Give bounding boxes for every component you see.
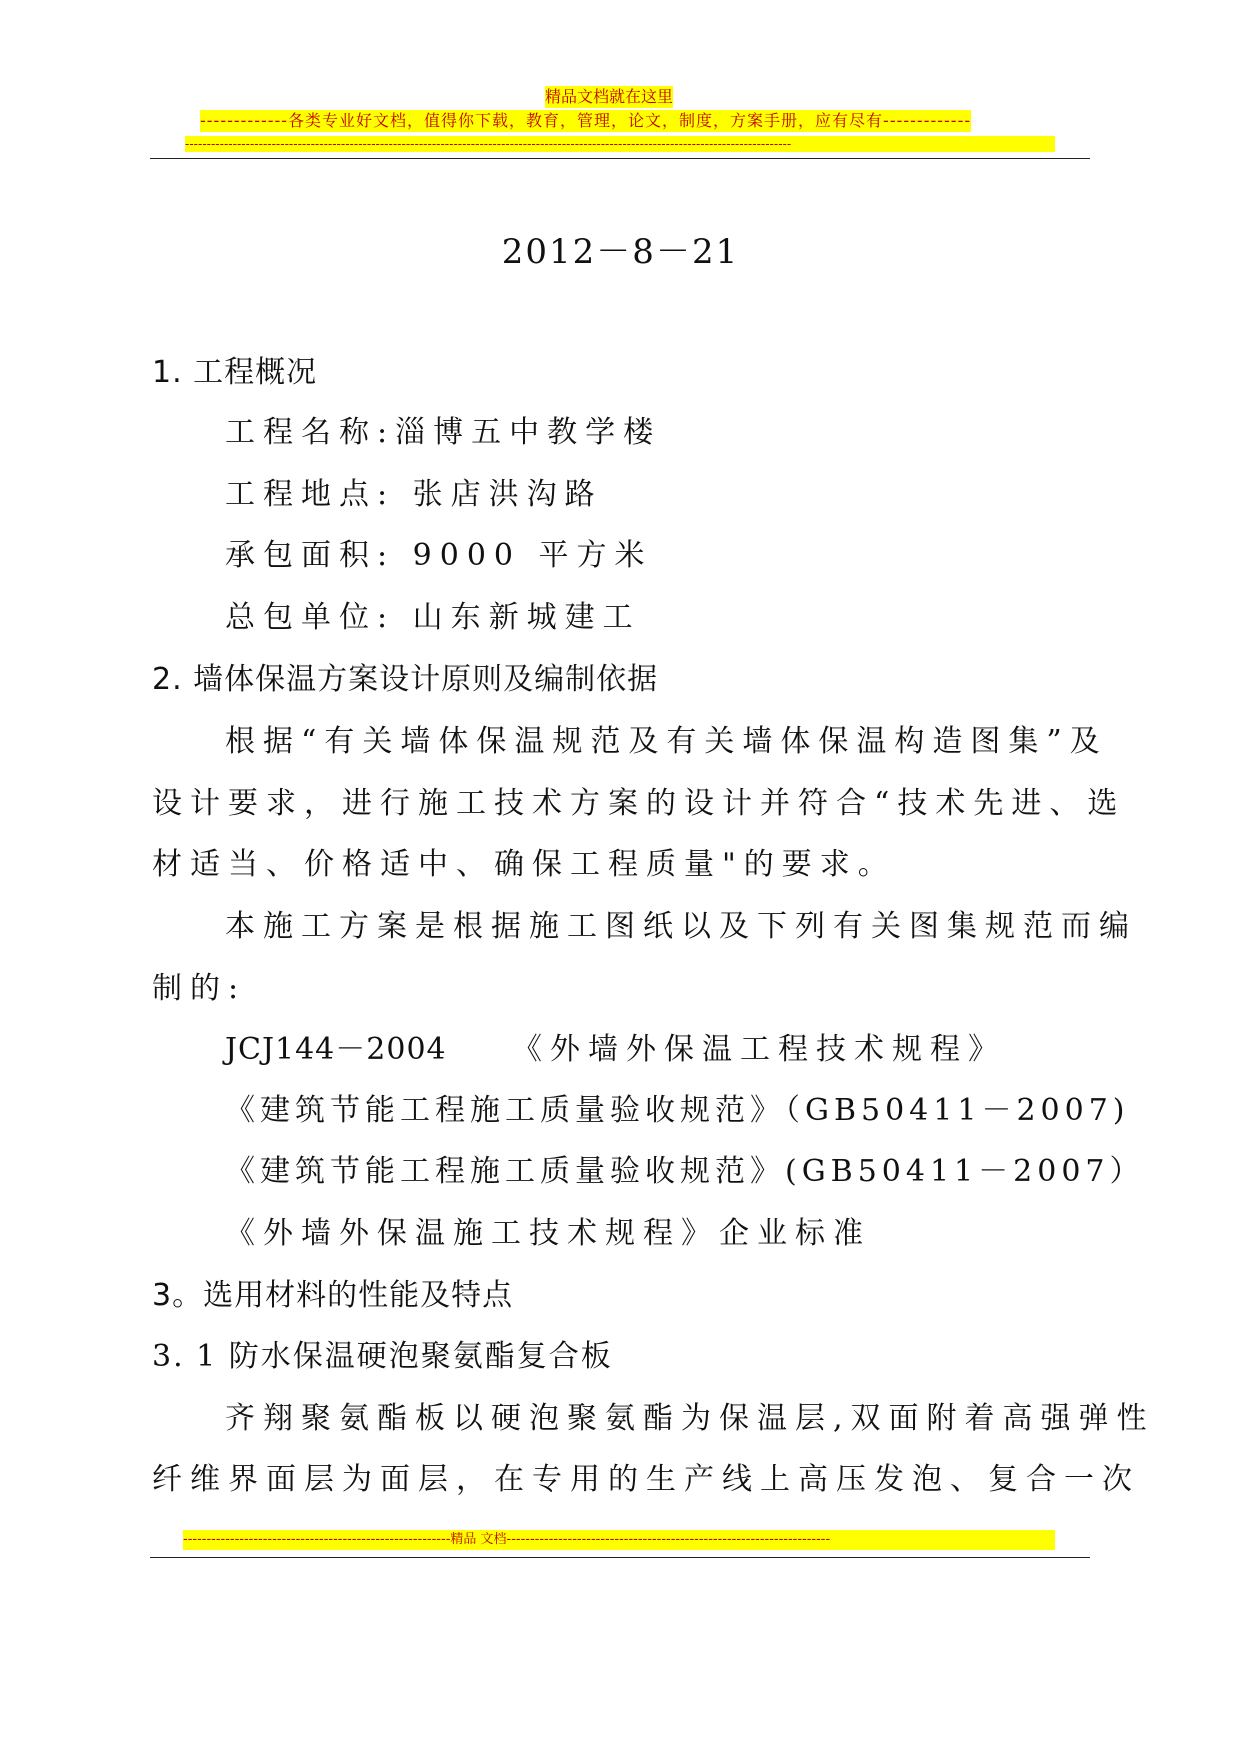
- header-rule: [150, 158, 1090, 159]
- section-2-heading: 2. 墙体保温方案设计原则及编制依据: [152, 662, 659, 697]
- paragraph-line: 本施工方案是根据施工图纸以及下列有关图集规范而编: [225, 909, 1137, 944]
- footer-text: ---------------------------------------------------------精品 文档---------------------------------------------------------------------: [183, 1530, 1055, 1550]
- footer-rule: [150, 1557, 1090, 1558]
- reference-item: 《建筑节能工程施工质量验收规范》(GB50411－2007）: [225, 1154, 1145, 1189]
- contract-area: 承包面积: 9000 平方米: [225, 538, 653, 573]
- reference-item: 《外墙外保温施工技术规程》企业标准: [225, 1216, 871, 1251]
- reference-item: 《建筑节能工程施工质量验收规范》（GB50411－2007): [225, 1093, 1130, 1128]
- section-1-heading: 1. 工程概况: [152, 355, 318, 390]
- paragraph-line: 根据“有关墙体保温规范及有关墙体保温构造图集”及: [225, 724, 1108, 759]
- header-dashes: --------------------------------------------------------------------------------------------------------------------------------------------: [185, 136, 1055, 152]
- paragraph-line: 纤维界面层为面层，在专用的生产线上高压发泡、复合一次: [152, 1462, 1140, 1497]
- paragraph-line: 齐翔聚氨酯板以硬泡聚氨酯为保温层,双面附着高强弹性: [225, 1401, 1155, 1436]
- reference-title: 《外墙外保温工程技术规程》: [512, 1032, 1006, 1067]
- section-3-heading: 3。选用材料的性能及特点: [152, 1278, 514, 1313]
- paragraph-line: 制的:: [152, 971, 247, 1006]
- subsection-heading: 3. 1 防水保温硬泡聚氨酯复合板: [152, 1339, 613, 1374]
- reference-code: JCJ144－2004: [225, 1032, 447, 1067]
- project-name: 工程名称:淄博五中教学楼: [225, 415, 662, 450]
- project-location: 工程地点: 张店洪沟路: [225, 477, 603, 512]
- paragraph-line: 设计要求，进行施工技术方案的设计并符合“技术先进、选: [152, 786, 1126, 821]
- general-contractor: 总包单位: 山东新城建工: [225, 600, 641, 635]
- header-subtitle: -------------各类专业好文档，值得你下载，教育，管理，论文，制度，方案手册，应有尽有-------------: [200, 111, 972, 130]
- document-date: 2012－8－21: [501, 232, 740, 272]
- header-title: 精品文档就在这里: [545, 87, 674, 106]
- paragraph-line: 材适当、价格适中、确保工程质量"的要求。: [152, 847, 896, 882]
